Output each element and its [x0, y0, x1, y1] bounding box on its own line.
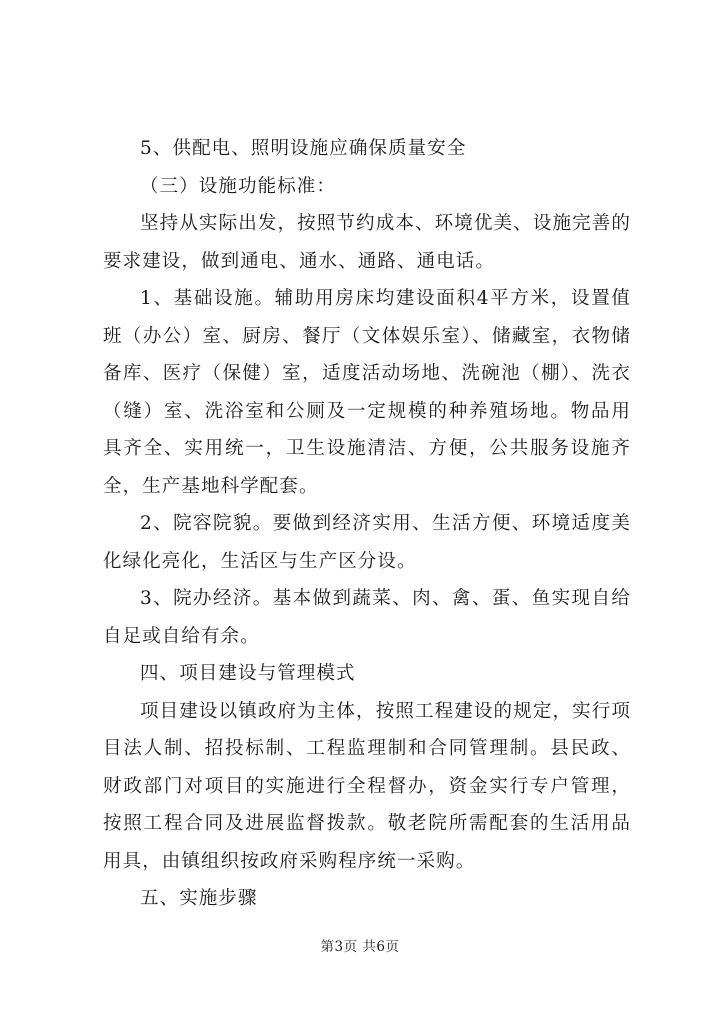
paragraph-appearance: 2、院容院貌。要做到经济实用、生活方便、环境适度美化绿化亮化，生活区与生产区分设。: [103, 513, 631, 572]
paragraph-management: 项目建设以镇政府为主体，按照工程建设的规定，实行项目法人制、招投标制、工程监理制和合同管理制。县民政、财政部门对项目的实施进行全程督办，资金实行专户管理，按照工程合同及进展监督拨款。敬老院所需配套的生活用品用具，由镇组织按政府采购程序统一采购。: [103, 700, 631, 872]
paragraph-principle: 坚持从实际出发，按照节约成本、环境优美、设施完善的要求建设，做到通电、通水、通路、通电话。: [103, 213, 631, 272]
paragraph-basic-facilities: 1、基础设施。辅助用房床均建设面积4平方米，设置值班（办公）室、厨房、餐厅（文体娱乐室）、储藏室，衣物储备库、医疗（保健）室，适度活动场地、洗碗池（棚）、洗衣（缝）室、洗浴室和公厕及一定规模的种养殖场地。物品用具齐全、实用统一，卫生设施清洁、方便，公共服务设施齐全，生产基地科学配套。: [103, 288, 631, 497]
section-heading-facility-standards: （三）设施功能标准：: [140, 175, 337, 197]
paragraph-economy: 3、院办经济。基本做到蔬菜、肉、禽、蛋、鱼实现自给自足或自给有余。: [103, 588, 631, 647]
page-footer: 第3页 共6页: [320, 939, 400, 955]
paragraph-power-lighting: 5、供配电、照明设施应确保质量安全: [140, 138, 467, 159]
section-heading-implementation-steps: 五、实施步骤: [140, 888, 258, 909]
document-body: [103, 130, 631, 918]
section-heading-management-mode: 四、项目建设与管理模式: [140, 663, 356, 684]
